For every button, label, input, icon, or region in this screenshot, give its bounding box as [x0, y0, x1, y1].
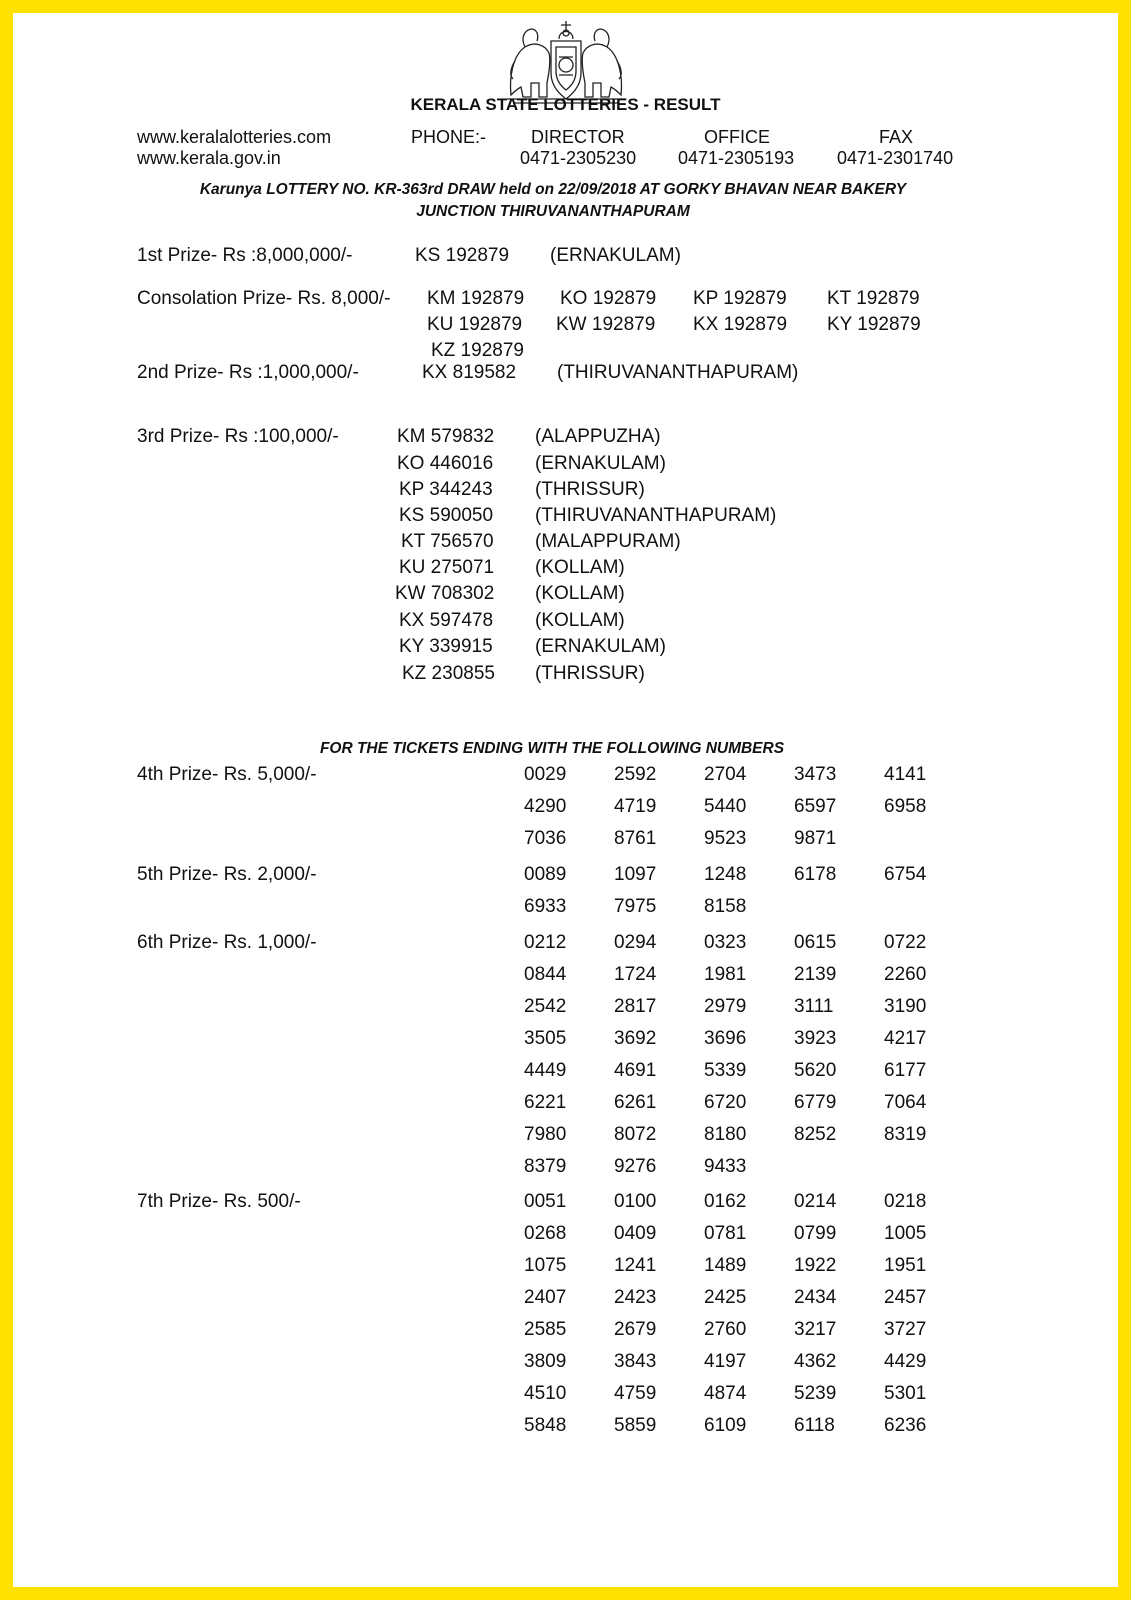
number-row [524, 1415, 974, 1447]
winning-number: 6118 [794, 1415, 835, 1436]
second-prize-label: 2nd Prize- Rs :1,000,000/- [137, 362, 359, 383]
winning-number: 5339 [704, 1060, 747, 1081]
winning-number: 7036 [524, 828, 567, 849]
seventh-prize-label: 7th Prize- Rs. 500/- [137, 1191, 301, 1212]
third-prize-place: (MALAPPURAM) [535, 531, 681, 552]
third-prize-ticket: KU 275071 [399, 557, 495, 578]
winning-number: 0029 [524, 764, 567, 785]
consolation-ticket: KM 192879 [427, 288, 525, 309]
winning-number: 6958 [884, 796, 927, 817]
third-prize-place: (ALAPPUZHA) [535, 426, 661, 447]
winning-number: 1241 [614, 1255, 657, 1276]
third-prize-place: (ERNAKULAM) [535, 636, 666, 657]
third-prize-place: (KOLLAM) [535, 610, 625, 631]
second-prize-place: (THIRUVANANTHAPURAM) [557, 362, 799, 383]
winning-number: 2679 [614, 1319, 657, 1340]
director-label: DIRECTOR [531, 127, 625, 147]
website-link-secondary[interactable]: www.kerala.gov.in [137, 148, 281, 168]
winning-number: 3692 [614, 1028, 657, 1049]
number-row [524, 1156, 974, 1188]
winning-number: 2760 [704, 1319, 747, 1340]
winning-number: 5620 [794, 1060, 837, 1081]
third-prize-place: (KOLLAM) [535, 583, 625, 604]
winning-number: 3505 [524, 1028, 567, 1049]
winning-number: 0615 [794, 932, 837, 953]
winning-number: 8180 [704, 1124, 747, 1145]
consolation-ticket: KU 192879 [427, 314, 523, 335]
winning-number: 6177 [884, 1060, 927, 1081]
winning-number: 1951 [884, 1255, 927, 1276]
winning-number: 3809 [524, 1351, 567, 1372]
sixth-prize-numbers [524, 932, 974, 1188]
winning-number: 1922 [794, 1255, 837, 1276]
fourth-prize-numbers [524, 764, 974, 860]
consolation-ticket: KX 192879 [693, 314, 788, 335]
winning-number: 0799 [794, 1223, 837, 1244]
winning-number: 7980 [524, 1124, 567, 1145]
winning-number: 0214 [794, 1191, 837, 1212]
number-row [524, 764, 974, 796]
winning-number: 5301 [884, 1383, 927, 1404]
winning-number: 1724 [614, 964, 657, 985]
winning-number: 4759 [614, 1383, 657, 1404]
winning-number: 3923 [794, 1028, 837, 1049]
winning-number: 2457 [884, 1287, 927, 1308]
fourth-prize-label: 4th Prize- Rs. 5,000/- [137, 764, 317, 785]
number-row [524, 796, 974, 828]
consolation-ticket: KT 192879 [827, 288, 920, 309]
number-row [524, 864, 974, 896]
third-prize-ticket: KZ 230855 [402, 663, 495, 684]
third-prize-ticket: KT 756570 [401, 531, 494, 552]
winning-number: 6236 [884, 1415, 927, 1436]
winning-number: 0781 [704, 1223, 747, 1244]
third-prize-place: (ERNAKULAM) [535, 453, 666, 474]
winning-number: 4197 [704, 1351, 747, 1372]
winning-number: 8252 [794, 1124, 837, 1145]
winning-number: 7975 [614, 896, 657, 917]
winning-number: 2423 [614, 1287, 657, 1308]
winning-number: 5848 [524, 1415, 567, 1436]
consolation-ticket: KO 192879 [560, 288, 657, 309]
winning-number: 0268 [524, 1223, 567, 1244]
winning-number: 7064 [884, 1092, 927, 1113]
consolation-ticket: KY 192879 [827, 314, 921, 335]
winning-number: 2704 [704, 764, 747, 785]
winning-number: 6178 [794, 864, 837, 885]
winning-number: 3473 [794, 764, 837, 785]
winning-number: 8319 [884, 1124, 927, 1145]
winning-number: 2434 [794, 1287, 837, 1308]
third-prize-label: 3rd Prize- Rs :100,000/- [137, 426, 339, 447]
winning-number: 4449 [524, 1060, 567, 1081]
ending-numbers-heading: FOR THE TICKETS ENDING WITH THE FOLLOWING NUMBERS [319, 740, 785, 757]
draw-info-line2: JUNCTION THIRUVANANTHAPURAM [416, 203, 690, 220]
second-prize-ticket: KX 819582 [422, 362, 517, 383]
fifth-prize-numbers [524, 864, 974, 928]
winning-number: 1489 [704, 1255, 747, 1276]
winning-number: 6261 [614, 1092, 657, 1113]
winning-number: 3727 [884, 1319, 927, 1340]
draw-info [113, 179, 993, 223]
draw-info-line1: Karunya LOTTERY NO. KR-363rd DRAW held on 22/09/2018 AT GORKY BHAVAN NEAR BAKERY [199, 181, 907, 198]
winning-number: 4691 [614, 1060, 657, 1081]
winning-number: 8379 [524, 1156, 567, 1177]
winning-number: 2542 [524, 996, 567, 1017]
winning-number: 2139 [794, 964, 837, 985]
winning-number: 3217 [794, 1319, 837, 1340]
winning-number: 2425 [704, 1287, 747, 1308]
winning-number: 6779 [794, 1092, 837, 1113]
result-page [13, 13, 1118, 1587]
number-row [524, 1028, 974, 1060]
third-prize-place: (THRISSUR) [535, 479, 645, 500]
winning-number: 4429 [884, 1351, 927, 1372]
third-prize-ticket: KY 339915 [399, 636, 493, 657]
winning-number: 0212 [524, 932, 567, 953]
third-prize-place: (THIRUVANANTHAPURAM) [535, 505, 777, 526]
winning-number: 2817 [614, 996, 657, 1017]
winning-number: 1075 [524, 1255, 567, 1276]
first-prize-ticket: KS 192879 [415, 245, 510, 266]
winning-number: 6720 [704, 1092, 747, 1113]
third-prize-place: (KOLLAM) [535, 557, 625, 578]
office-phone: 0471-2305193 [678, 148, 795, 168]
winning-number: 3190 [884, 996, 927, 1017]
winning-number: 0089 [524, 864, 567, 885]
number-row [524, 964, 974, 996]
consolation-ticket: KW 192879 [556, 314, 656, 335]
winning-number: 4510 [524, 1383, 567, 1404]
winning-number: 6597 [794, 796, 837, 817]
winning-number: 6221 [524, 1092, 567, 1113]
number-row [524, 932, 974, 964]
third-prize-ticket: KS 590050 [399, 505, 494, 526]
winning-number: 5239 [794, 1383, 837, 1404]
fifth-prize-label: 5th Prize- Rs. 2,000/- [137, 864, 317, 885]
third-prize-place: (THRISSUR) [535, 663, 645, 684]
number-row [524, 1351, 974, 1383]
winning-number: 9276 [614, 1156, 657, 1177]
winning-number: 2260 [884, 964, 927, 985]
winning-number: 1248 [704, 864, 747, 885]
number-row [524, 1092, 974, 1124]
winning-number: 0844 [524, 964, 567, 985]
website-link-primary[interactable]: www.keralalotteries.com [137, 127, 332, 147]
number-row [524, 1124, 974, 1156]
winning-number: 0218 [884, 1191, 927, 1212]
number-row [524, 996, 974, 1028]
number-row [524, 1319, 974, 1351]
winning-number: 0323 [704, 932, 747, 953]
page-title: KERALA STATE LOTTERIES - RESULT [410, 95, 721, 114]
winning-number: 8072 [614, 1124, 657, 1145]
fax-number: 0471-2301740 [837, 148, 954, 168]
winning-number: 4874 [704, 1383, 747, 1404]
third-prize-ticket: KP 344243 [399, 479, 493, 500]
director-phone: 0471-2305230 [520, 148, 637, 168]
third-prize-ticket: KO 446016 [397, 453, 494, 474]
winning-number: 0409 [614, 1223, 657, 1244]
office-label: OFFICE [704, 127, 770, 147]
kerala-emblem-icon [503, 17, 629, 107]
number-row [524, 828, 974, 860]
winning-number: 3111 [794, 996, 834, 1017]
seventh-prize-numbers [524, 1191, 974, 1447]
number-row [524, 896, 974, 928]
fax-label: FAX [879, 127, 914, 147]
third-prize-ticket: KM 579832 [397, 426, 495, 447]
winning-number: 6754 [884, 864, 927, 885]
consolation-label: Consolation Prize- Rs. 8,000/- [137, 288, 391, 309]
number-row [524, 1287, 974, 1319]
winning-number: 1005 [884, 1223, 927, 1244]
winning-number: 5859 [614, 1415, 657, 1436]
winning-number: 4290 [524, 796, 567, 817]
number-row [524, 1223, 974, 1255]
winning-number: 0722 [884, 932, 927, 953]
third-prize-ticket: KW 708302 [395, 583, 495, 604]
winning-number: 0051 [524, 1191, 567, 1212]
winning-number: 8158 [704, 896, 747, 917]
winning-number: 3843 [614, 1351, 657, 1372]
winning-number: 6109 [704, 1415, 747, 1436]
winning-number: 4217 [884, 1028, 927, 1049]
winning-number: 4362 [794, 1351, 837, 1372]
winning-number: 9871 [794, 828, 837, 849]
number-row [524, 1060, 974, 1092]
winning-number: 1097 [614, 864, 657, 885]
winning-number: 4719 [614, 796, 657, 817]
winning-number: 1981 [704, 964, 747, 985]
sixth-prize-label: 6th Prize- Rs. 1,000/- [137, 932, 317, 953]
winning-number: 5440 [704, 796, 747, 817]
winning-number: 8761 [614, 828, 657, 849]
number-row [524, 1191, 974, 1223]
number-row [524, 1383, 974, 1415]
phone-label: PHONE:- [411, 127, 487, 147]
winning-number: 6933 [524, 896, 567, 917]
winning-number: 2979 [704, 996, 747, 1017]
first-prize-label: 1st Prize- Rs :8,000,000/- [137, 245, 353, 266]
winning-number: 9433 [704, 1156, 747, 1177]
winning-number: 2407 [524, 1287, 567, 1308]
consolation-ticket: KP 192879 [693, 288, 787, 309]
number-row [524, 1255, 974, 1287]
consolation-ticket: KZ 192879 [431, 340, 524, 361]
winning-number: 4141 [884, 764, 927, 785]
winning-number: 0100 [614, 1191, 657, 1212]
winning-number: 0162 [704, 1191, 747, 1212]
first-prize-place: (ERNAKULAM) [550, 245, 681, 266]
winning-number: 2592 [614, 764, 657, 785]
winning-number: 0294 [614, 932, 657, 953]
winning-number: 2585 [524, 1319, 567, 1340]
winning-number: 9523 [704, 828, 747, 849]
winning-number: 3696 [704, 1028, 747, 1049]
third-prize-ticket: KX 597478 [399, 610, 494, 631]
